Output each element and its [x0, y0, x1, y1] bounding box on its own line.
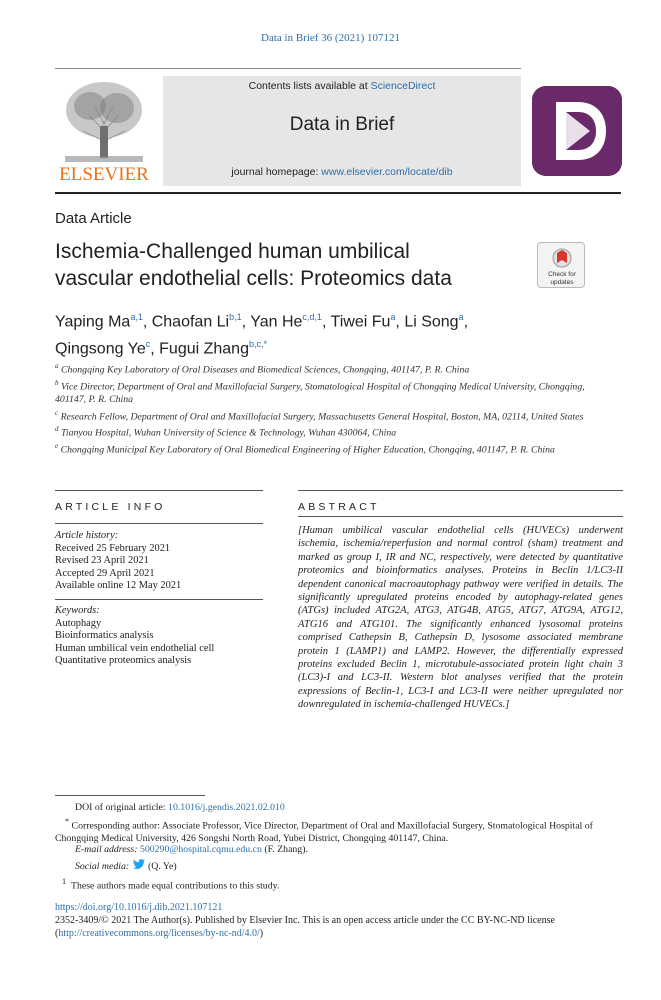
keyword-item[interactable]: Autophagy: [55, 617, 102, 629]
license-text: 2352-3409/© 2021 The Author(s). Published by Elsevier Inc. This is an open access article under the CC BY-NC-ND license (http://creativecommons.org/licenses/by-nc-nd/4.0/): [55, 915, 555, 939]
author-name[interactable]: Tiwei Fu: [330, 313, 391, 331]
author-name[interactable]: Yan He: [250, 313, 303, 331]
author-affil[interactable]: b,c,*: [248, 339, 267, 350]
contents-prefix: Contents lists available at: [248, 80, 371, 92]
history-revised: Revised 23 April 2021: [55, 555, 149, 567]
author-affil[interactable]: a: [458, 312, 464, 322]
keyword-item[interactable]: Human umbilical vein endothelial cell: [55, 642, 215, 654]
contents-line: [163, 80, 521, 92]
original-article-doi-link[interactable]: 10.1016/j.gendis.2021.02.010: [168, 802, 285, 813]
author-name[interactable]: Qingsong Ye: [55, 340, 146, 358]
keywords-label: Keywords:: [55, 605, 100, 616]
twitter-icon[interactable]: [132, 859, 146, 870]
author-affil[interactable]: a: [390, 312, 396, 322]
abstract-rule: [298, 490, 623, 491]
journal-title: Data in Brief: [289, 114, 395, 135]
history-accepted: Accepted 29 April 2021: [55, 567, 155, 579]
title-line-2: vascular endothelial cells: Proteomics data: [55, 267, 452, 290]
article-info-rule: [55, 490, 263, 491]
elsevier-logo: [55, 76, 153, 186]
article-info-subrule: [55, 523, 263, 524]
author-name[interactable]: Chaofan Li: [151, 313, 230, 331]
footnote-social: Social media: (Q. Ye): [75, 861, 177, 872]
keyword-item[interactable]: Bioinformatics analysis: [55, 630, 154, 642]
affiliation-item: $^d$ Tianyou Hospital, Wuhan University of Science & Technology, Wuhan 430064, China: [55, 425, 397, 439]
author-affil[interactable]: a,1: [130, 312, 143, 322]
article-doi-link[interactable]: https://doi.org/10.1016/j.dib.2021.107121: [55, 902, 223, 913]
author-name[interactable]: Li Song: [404, 313, 459, 331]
author-name[interactable]: Yaping Ma: [55, 313, 131, 331]
author-name[interactable]: Fugui Zhang: [159, 340, 249, 358]
elsevier-wordmark: ELSEVIER: [59, 164, 149, 185]
svg-text:updates: updates: [550, 279, 574, 286]
footnote-doi-original: DOI of original article: 10.1016/j.gendis.2021.02.010: [75, 802, 285, 813]
abstract-text: [Human umbilical vascular endothelial cells (HUVECs) underwent ischemia, ischemia/reperfusion and normal control (sham) treatment and marked as group I, IR and NC, respectively, were detected by quantitative proteomics and bioinformatics analyses. Proteins in Beclin 1/LC3-II dependent canonical macroautophagy pathway were verified in details. The significantly upregulated proteins encoded by autophagy-related genes (ATGs) included ATG2A, ATG3, ATG4B, ATG5, ATG7, ATG9A, ATG12, ATG16 and ATG101. The significantly enhanced lysosomal proteins comprised Cathepsin B, Cathepsin D, lysosome associated membrane protein 1 (LAMP1) and LAMP2. However, the differentially expressed proteins excluded Beclin 1, microtubule-associated protein light chain 3 (LC3)-I and LC3-II. Western blot analyses verified that the protein expressions of Beclin-1, LC3-I and LC3-II were neither upregulated nor downregulated in ischemia-challenged HUVECs.]: [298, 525, 623, 711]
data-in-brief-logo-icon: [532, 86, 622, 176]
affiliation-item: $^e$ Chongqing Municipal Key Laboratory of Oral Biomedical Engineering of Higher Education, Chongqing, 401147, P. R. China: [55, 442, 555, 456]
journal-reference[interactable]: Data in Brief 36 (2021) 107121: [261, 32, 400, 44]
article-title: [55, 238, 505, 292]
keyword-item[interactable]: Quantitative proteomics analysis: [55, 655, 192, 667]
history-online: Available online 12 May 2021: [55, 580, 182, 592]
history-received: Received 25 February 2021: [55, 542, 171, 554]
article-type: Data Article: [55, 210, 132, 227]
journal-cover: [532, 86, 622, 176]
check-for-updates-badge[interactable]: [537, 242, 585, 288]
footnote-equal-contribution: $^1$ These authors made equal contributions to this study.: [62, 877, 280, 892]
article-info-heading: ARTICLE INFO: [55, 501, 166, 513]
elsevier-tree-icon: [55, 76, 153, 186]
header-rule: [55, 68, 521, 69]
header-thick-rule: [55, 192, 621, 194]
affiliation-item: $^b$ Vice Director, Department of Oral and Maxillofacial Surgery, Stomatological Hospital of Chongqing Medical University, Chongqing, 401147, P. R. China: [55, 378, 585, 406]
sciencedirect-link[interactable]: ScienceDirect: [370, 80, 436, 92]
author-affil[interactable]: c: [145, 339, 151, 350]
affiliation-item: $^a$ Chongqing Key Laboratory of Oral Diseases and Biomedical Sciences, Chongqing, 401147, P. R. China: [55, 362, 470, 376]
history-label: Article history:: [55, 530, 119, 541]
keywords-block: [55, 605, 270, 668]
footnote-rule: [55, 795, 205, 796]
abstract-subrule: [298, 516, 623, 517]
license-link[interactable]: http://creativecommons.org/licenses/by-nc-nd/4.0/: [58, 928, 260, 939]
homepage-link[interactable]: www.elsevier.com/locate/dib: [321, 166, 453, 178]
homepage-prefix: journal homepage:: [231, 166, 322, 178]
keywords-rule: [55, 599, 263, 600]
author-affil[interactable]: c,d,1: [302, 312, 322, 322]
email-link[interactable]: 500290@hospital.cqmu.edu.cn: [139, 844, 262, 855]
abstract-heading: ABSTRACT: [298, 501, 380, 513]
footnote-corresponding: * Corresponding author: Associate Professor, Vice Director, Department of Oral and Maxillofacial Surgery, Stomatological Hospital of Chongqing Medical University, 426 Songshi North Road, Yubei District, Chongqing 401147, China.: [55, 817, 593, 845]
article-history: [55, 530, 265, 593]
affiliation-list: [55, 360, 615, 457]
homepage-line: [163, 166, 521, 178]
author-affil[interactable]: b,1: [229, 312, 242, 322]
svg-text:Check for: Check for: [548, 271, 576, 278]
title-line-1: Ischemia-Challenged human umbilical: [55, 240, 410, 263]
affiliation-item: $^c$ Research Fellow, Department of Oral and Maxillofacial Surgery, Massachusetts General Hospital, Boston, MA, 02114, United States: [55, 408, 584, 423]
footnote-email: E-mail address: 500290@hospital.cqmu.edu.cn (F. Zhang).: [75, 844, 308, 855]
author-list: Yaping Ma$^{a,1}$, Chaofan Li$^{b,1}$, Yan He$^{c,d,1}$, Tiwei Fu$^a$, Li Song$^a$, Qingsong Ye$^c$, Fugui Zhang$^{b,c,*}$: [55, 312, 469, 358]
